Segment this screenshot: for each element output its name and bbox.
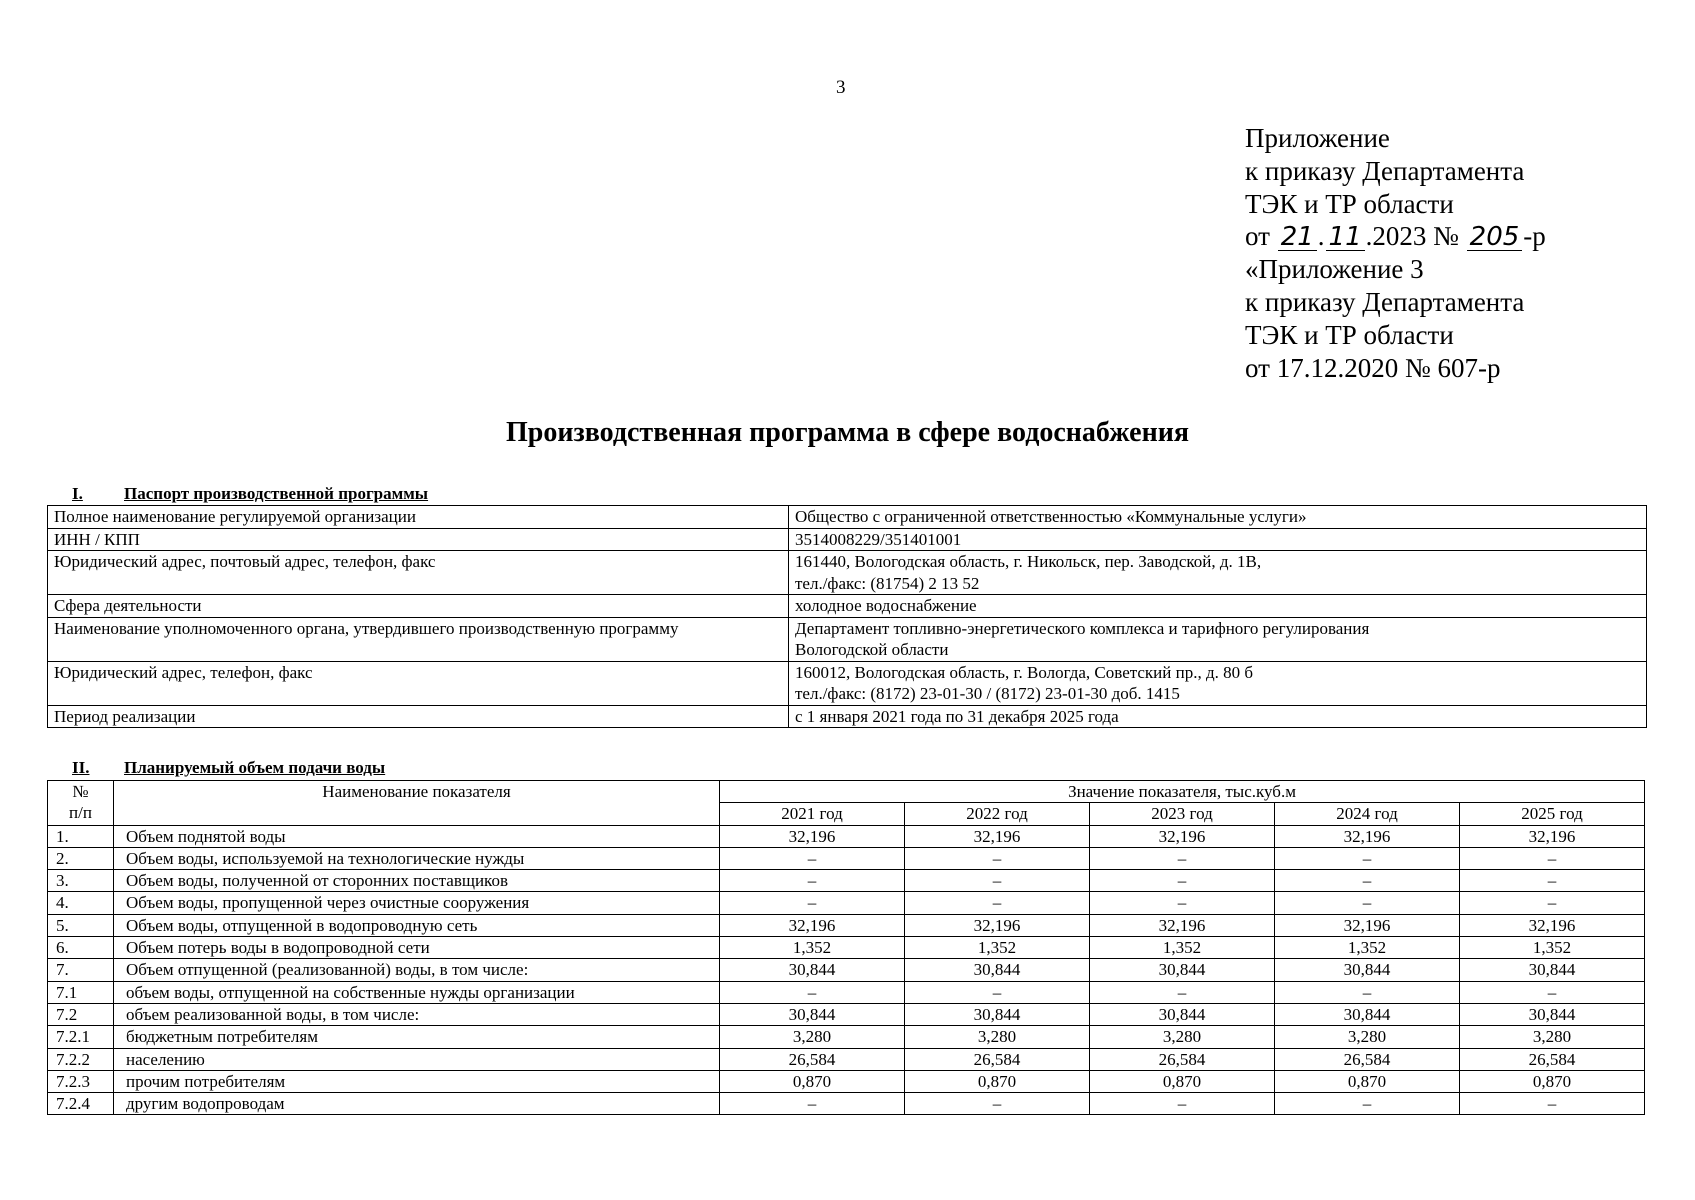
column-header-year: 2025 год [1460,803,1645,825]
section-2-heading [72,758,385,778]
row-value: – [1460,981,1645,1003]
row-value: 0,870 [720,1070,905,1092]
row-name: Объем потерь воды в водопроводной сети [114,937,720,959]
passport-row [48,595,1647,618]
table-row [48,892,1645,914]
row-number: 7.2.4 [48,1093,114,1115]
handwritten-month: 11 [1326,224,1365,251]
passport-value: 161440, Вологодская область, г. Никольск, пер. Заводской, д. 1В, тел./факс: (81754) 2 13 52 [789,551,1647,595]
table-row [48,1003,1645,1025]
section-title: Планируемый объем подачи воды [124,758,386,777]
row-name: прочим потребителям [114,1070,720,1092]
row-value: – [905,981,1090,1003]
column-header-number: № п/п [48,781,114,826]
row-value: – [1090,1093,1275,1115]
row-value: 30,844 [1090,959,1275,981]
row-value: – [1275,847,1460,869]
row-value: 3,280 [1090,1026,1275,1048]
column-header-values: Значение показателя, тыс.куб.м [720,781,1645,803]
row-value: 30,844 [1460,959,1645,981]
passport-label: ИНН / КПП [48,528,789,551]
row-value: – [1460,1093,1645,1115]
table-row [48,847,1645,869]
row-number: 7.2.2 [48,1048,114,1070]
row-value: – [905,892,1090,914]
table-row [48,1093,1645,1115]
table-row [48,1026,1645,1048]
row-value: 30,844 [1460,1003,1645,1025]
row-number: 7.2 [48,1003,114,1025]
passport-table [47,505,1647,728]
row-value: 26,584 [1275,1048,1460,1070]
row-value: – [1275,870,1460,892]
table-row [48,937,1645,959]
handwritten-day: 21 [1278,224,1317,251]
row-number: 7.2.1 [48,1026,114,1048]
column-header-year: 2024 год [1275,803,1460,825]
table-row [48,825,1645,847]
passport-label: Наименование уполномоченного органа, утвердившего производственную программу [48,617,789,661]
date-prefix: от [1245,221,1270,252]
passport-row [48,551,1647,595]
row-value: 30,844 [1275,959,1460,981]
row-name: другим водопроводам [114,1093,720,1115]
row-value: 30,844 [1090,1003,1275,1025]
appendix-line: к приказу Департамента [1245,286,1525,317]
row-value: 30,844 [905,1003,1090,1025]
row-number: 2. [48,847,114,869]
table-row [48,914,1645,936]
passport-label: Период реализации [48,705,789,728]
row-value: 30,844 [720,1003,905,1025]
row-value: 30,844 [1275,1003,1460,1025]
section-number: I. [72,484,83,503]
row-name: Объем отпущенной (реализованной) воды, в том числе: [114,959,720,981]
document-title: Производственная программа в сфере водоснабжения [505,417,1190,448]
passport-label: Полное наименование регулируемой организации [48,506,789,529]
appendix-line: Приложение [1245,123,1390,153]
row-number: 7.2.3 [48,1070,114,1092]
row-name: Объем поднятой воды [114,825,720,847]
row-value: 0,870 [905,1070,1090,1092]
date-year: .2023 № [1365,221,1459,252]
section-1-heading [72,484,428,504]
row-name: Объем воды, полученной от сторонних поставщиков [114,870,720,892]
row-value: 32,196 [720,914,905,936]
row-value: – [1275,892,1460,914]
passport-value: с 1 января 2021 года по 31 декабря 2025 года [789,705,1647,728]
row-name: населению [114,1048,720,1070]
row-number: 7. [48,959,114,981]
appendix-line: от 17.12.2020 № 607-р [1245,352,1501,383]
row-value: 1,352 [1090,937,1275,959]
row-value: 32,196 [905,825,1090,847]
row-value: 3,280 [1275,1026,1460,1048]
row-value: 26,584 [1090,1048,1275,1070]
row-value: 26,584 [905,1048,1090,1070]
row-value: – [720,1093,905,1115]
row-value: – [1275,981,1460,1003]
row-name: объем воды, отпущенной на собственные нужды организации [114,981,720,1003]
row-value: 32,196 [1460,825,1645,847]
row-name: объем реализованной воды, в том числе: [114,1003,720,1025]
row-name: Объем воды, пропущенной через очистные сооружения [114,892,720,914]
order-suffix: -р [1523,221,1546,252]
row-value: – [1090,892,1275,914]
row-value: 32,196 [720,825,905,847]
row-value: 32,196 [1460,914,1645,936]
row-value: 3,280 [905,1026,1090,1048]
row-value: 32,196 [1275,914,1460,936]
row-value: 32,196 [1090,825,1275,847]
row-value: 32,196 [1275,825,1460,847]
row-value: 1,352 [720,937,905,959]
column-header-year: 2023 год [1090,803,1275,825]
appendix-line: «Приложение 3 [1245,254,1424,285]
row-value: 1,352 [1460,937,1645,959]
water-volume-table [47,780,1645,1115]
appendix-line: ТЭК и ТР области [1245,319,1454,350]
table-row [48,1048,1645,1070]
row-value: – [1090,870,1275,892]
passport-value: Департамент топливно-энергетического комплекса и тарифного регулирования Вологодской области [789,617,1647,661]
row-number: 4. [48,892,114,914]
row-value: – [1460,892,1645,914]
passport-value: 3514008229/351401001 [789,528,1647,551]
passport-label: Юридический адрес, почтовый адрес, телефон, факс [48,551,789,595]
row-value: 30,844 [905,959,1090,981]
passport-label: Сфера деятельности [48,595,789,618]
appendix-line: ТЭК и ТР области [1245,188,1454,219]
row-value: – [1460,847,1645,869]
row-number: 6. [48,937,114,959]
table-row [48,870,1645,892]
row-value: – [1275,1093,1460,1115]
passport-row [48,506,1647,529]
section-number: II. [72,758,90,777]
column-header-year: 2022 год [905,803,1090,825]
table-row [48,959,1645,981]
column-header-name: Наименование показателя [114,781,720,826]
passport-row [48,705,1647,728]
row-value: 26,584 [720,1048,905,1070]
row-value: 32,196 [1090,914,1275,936]
row-value: – [905,1093,1090,1115]
row-value: 1,352 [905,937,1090,959]
page-number: 3 [836,77,846,98]
passport-value: холодное водоснабжение [789,595,1647,618]
row-number: 3. [48,870,114,892]
row-value: – [720,981,905,1003]
section-title: Паспорт производственной программы [124,484,429,503]
appendix-line: к приказу Департамента [1245,155,1525,186]
row-value: – [720,870,905,892]
row-value: 1,352 [1275,937,1460,959]
passport-value: 160012, Вологодская область, г. Вологда, Советский пр., д. 80 б тел./факс: (8172) 23-01-30 / (8172) 23-01-30 доб. 1415 [789,661,1647,705]
passport-row [48,661,1647,705]
column-header-year: 2021 год [720,803,905,825]
row-value: 0,870 [1275,1070,1460,1092]
row-value: 0,870 [1460,1070,1645,1092]
row-value: – [720,892,905,914]
handwritten-order-number: 205 [1467,224,1523,251]
appendix-date-line: от 21 . 11 .2023 № 205 -р [1245,221,1546,253]
table-row [48,1070,1645,1092]
row-value: 3,280 [1460,1026,1645,1048]
row-number: 1. [48,825,114,847]
table-row [48,981,1645,1003]
row-value: – [1090,847,1275,869]
row-name: Объем воды, используемой на технологические нужды [114,847,720,869]
row-value: – [720,847,905,869]
row-value: 30,844 [720,959,905,981]
row-value: 0,870 [1090,1070,1275,1092]
passport-row [48,617,1647,661]
row-number: 7.1 [48,981,114,1003]
row-value: – [905,870,1090,892]
row-value: – [905,847,1090,869]
row-value: – [1090,981,1275,1003]
passport-label: Юридический адрес, телефон, факс [48,661,789,705]
row-name: бюджетным потребителям [114,1026,720,1048]
row-value: 32,196 [905,914,1090,936]
passport-value: Общество с ограниченной ответственностью «Коммунальные услуги» [789,506,1647,529]
appendix-block [1245,122,1546,384]
row-number: 5. [48,914,114,936]
passport-row [48,528,1647,551]
row-name: Объем воды, отпущенной в водопроводную сеть [114,914,720,936]
row-value: 26,584 [1460,1048,1645,1070]
row-value: – [1460,870,1645,892]
row-value: 3,280 [720,1026,905,1048]
